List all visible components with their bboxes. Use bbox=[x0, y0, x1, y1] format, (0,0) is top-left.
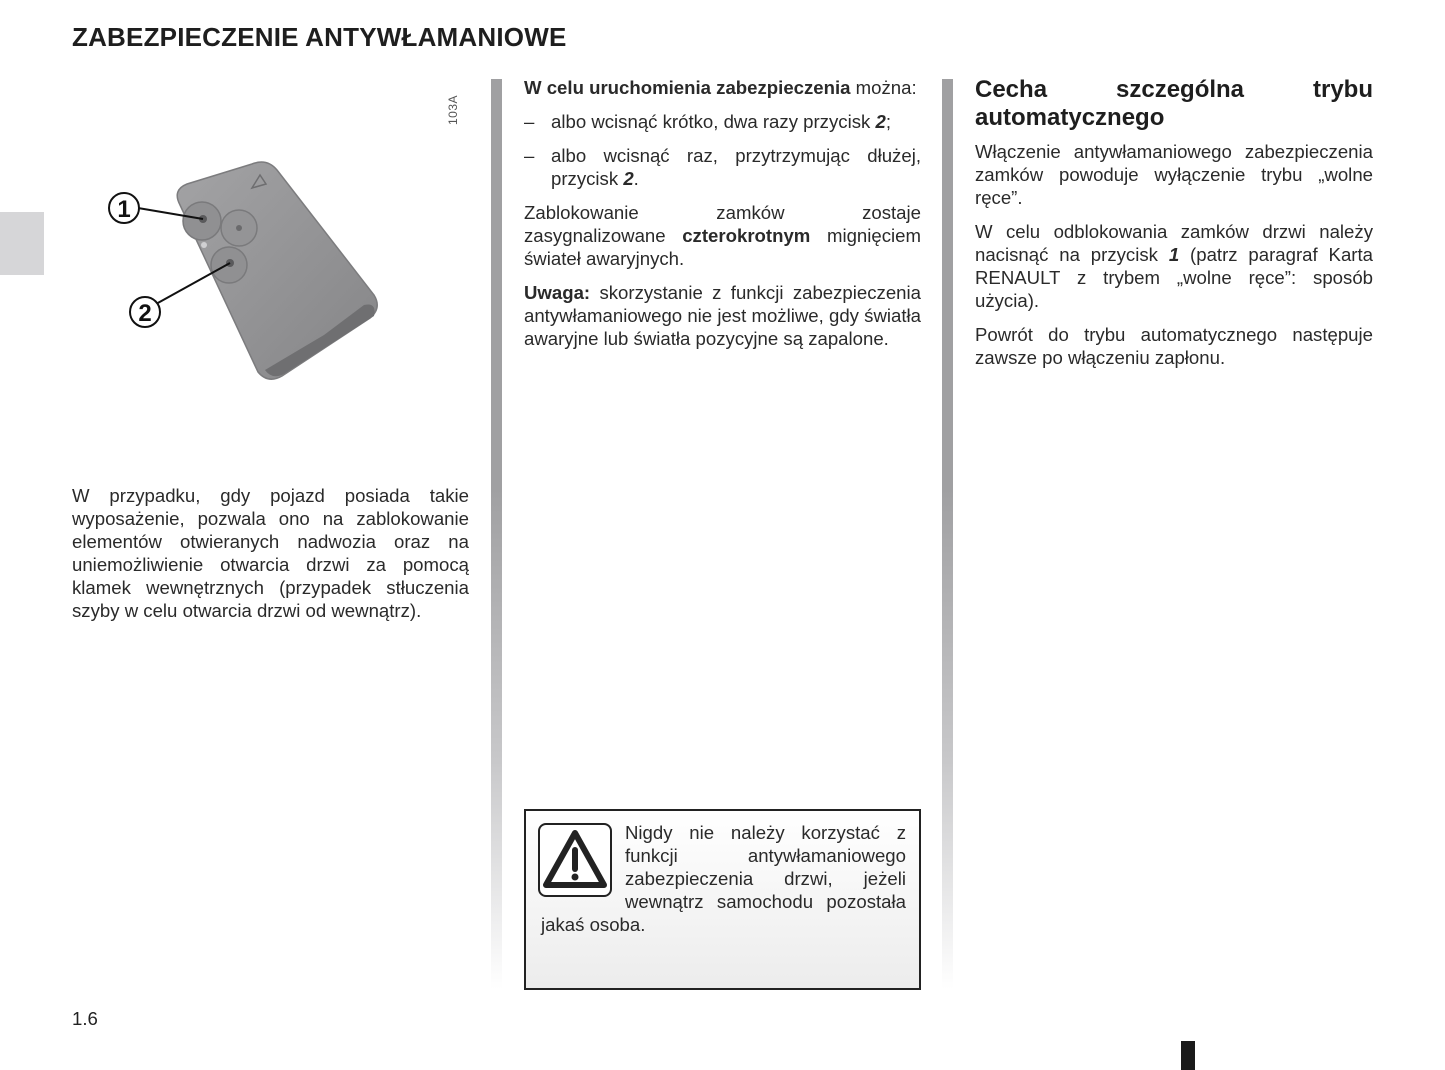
section-heading: Cecha szczególna trybu automatycznego bbox=[975, 76, 1373, 131]
intro-paragraph-block bbox=[72, 484, 469, 633]
paragraph: W celu odblokowania zamków drzwi należy nacisnąć na przycisk 1 (patrz paragraf Karta RENAULT z trybem „wolne ręce”: sposób użycia). bbox=[975, 221, 1373, 311]
note-paragraph: Uwaga: skorzystanie z funkcji zabezpieczenia antywłamaniowego nie jest możliwe, gdy światła awaryjne lub światła pozycyjne są zapalone. bbox=[524, 282, 921, 349]
callout-2: 2 bbox=[138, 300, 152, 327]
button-ref: 1 bbox=[1168, 244, 1180, 265]
page-title: ZABEZPIECZENIE ANTYWŁAMANIOWE bbox=[72, 22, 567, 52]
card-key-illustration bbox=[72, 80, 472, 410]
callout-1: 1 bbox=[117, 196, 131, 223]
card-key-icon bbox=[72, 80, 472, 410]
warning-box bbox=[524, 809, 921, 990]
signal-paragraph: Zablokowanie zamków zostaje zasygnalizowane czterokrotnym mignięciem świateł awaryjnych. bbox=[524, 202, 921, 269]
activation-section bbox=[524, 76, 921, 361]
page-marker bbox=[1181, 1041, 1195, 1070]
page-number: 1.6 bbox=[72, 1008, 98, 1029]
list-item: – albo wcisnąć raz, przytrzymując dłużej, przycisk 2. bbox=[524, 145, 921, 189]
figure-reference-code: 103A bbox=[446, 94, 460, 125]
activation-intro: W celu uruchomienia zabezpieczenia można: bbox=[524, 77, 917, 98]
note-label: Uwaga: bbox=[524, 282, 591, 303]
paragraph: Włączenie antywłamaniowego zabezpieczenia zamków powoduje wyłączenie trybu „wolne ręce”. bbox=[975, 141, 1373, 208]
warning-text: Nigdy nie należy korzystać z funkcji antywłamaniowego zabezpieczenia drzwi, jeżeli wewnątrz samochodu pozostała jakaś osoba. bbox=[541, 822, 906, 935]
automatic-mode-section bbox=[975, 76, 1373, 380]
activation-intro-bold: W celu uruchomienia zabezpieczenia bbox=[524, 77, 851, 98]
column-divider-bar bbox=[942, 79, 953, 989]
column-divider-bar bbox=[491, 79, 502, 989]
list-item: – albo wcisnąć krótko, dwa razy przycisk 2; bbox=[524, 111, 891, 132]
button-ref: 2 bbox=[875, 111, 886, 132]
button-ref: 2 bbox=[623, 168, 634, 189]
intro-paragraph: W przypadku, gdy pojazd posiada takie wyposażenie, pozwala ono na zablokowanie elementów otwieranych nadwozia oraz na uniemożliwienie otwarcia drzwi za pomocą klamek wewnętrznych (przypadek stłuczenia szyby w celu otwarcia drzwi od wewnątrz). bbox=[72, 485, 469, 621]
chapter-tab bbox=[0, 212, 44, 275]
paragraph: Powrót do trybu automatycznego następuje zawsze po włączeniu zapłonu. bbox=[975, 324, 1373, 368]
